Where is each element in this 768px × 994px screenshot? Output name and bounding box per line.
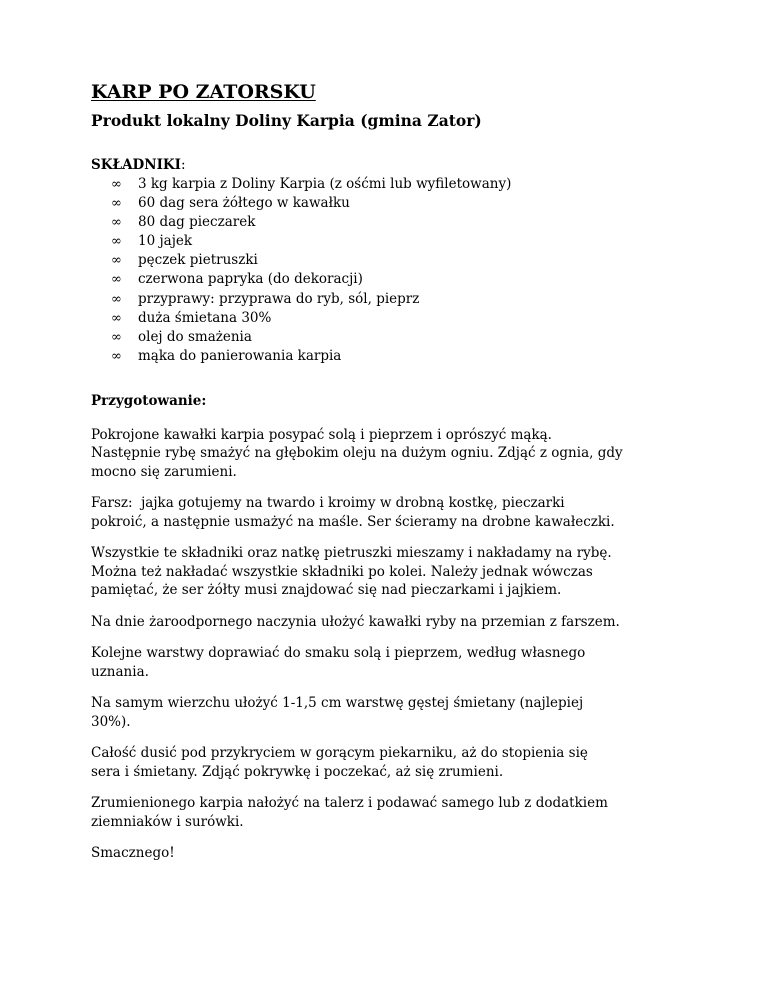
recipe-subtitle: Produkt lokalny Doliny Karpia (gmina Zator) — [91, 111, 482, 130]
paragraph-line: 30%). — [91, 713, 131, 730]
ingredient-text: 80 dag pieczarek — [138, 214, 256, 231]
infinity-bullet-icon: ∞ — [111, 196, 122, 212]
ingredient-text: pęczek pietruszki — [138, 252, 258, 269]
ingredients-heading — [91, 156, 691, 175]
infinity-bullet-icon: ∞ — [111, 253, 122, 269]
ingredient-item — [91, 309, 691, 328]
paragraph-line: pamiętać, że ser żółty musi znajdować się nad pieczarkami i jajkiem. — [91, 582, 562, 599]
paragraph-line: Zrumienionego karpia nałożyć na talerz i podawać samego lub z dodatkiem — [91, 795, 608, 812]
ingredient-item — [91, 213, 691, 232]
paragraph-line: Można też nakładać wszystkie składniki po kolei. Należy jednak wówczas — [91, 563, 593, 580]
ingredient-item — [91, 328, 691, 347]
paragraph-line: ziemniaków i surówki. — [91, 813, 244, 830]
preparation-paragraph — [91, 744, 691, 781]
recipe-title: KARP PO ZATORSKU — [91, 81, 316, 103]
ingredient-item — [91, 232, 691, 251]
ingredient-item — [91, 194, 691, 213]
preparation-paragraph — [91, 494, 691, 531]
ingredient-text: 3 kg karpia z Doliny Karpia (z ośćmi lub wyfiletowany) — [138, 176, 512, 192]
ingredients-heading-colon: : — [180, 157, 186, 173]
paragraph-line: Na samym wierzchu ułożyć 1-1,5 cm warstwę gęstej śmietany (najlepiej — [91, 695, 584, 712]
ingredient-text: 10 jajek — [138, 233, 193, 250]
ingredient-text: 60 dag sera żółtego w kawałku — [138, 195, 350, 212]
recipe-document — [91, 80, 691, 863]
paragraph-line: uznania. — [91, 663, 149, 680]
preparation-paragraph — [91, 644, 691, 681]
ingredient-text: przyprawy: przyprawa do ryb, sól, pieprz — [138, 290, 420, 307]
preparation-paragraph — [91, 613, 691, 632]
preparation-heading: Przygotowanie: — [91, 392, 207, 409]
paragraph-line: Następnie rybę smażyć na głębokim oleju na dużym ogniu. Zdjąć z ognia, gdy — [91, 445, 623, 462]
ingredient-item — [91, 175, 691, 194]
paragraph-line: mocno się zarumieni. — [91, 463, 237, 480]
paragraph-line: Farsz: jajka gotujemy na twardo i kroimy w drobną kostkę, pieczarki — [91, 495, 565, 512]
paragraph-line: pokroić, a następnie usmażyć na maśle. Ser ścieramy na drobne kawałeczki. — [91, 513, 615, 530]
infinity-bullet-icon: ∞ — [111, 234, 122, 250]
ingredient-text: duża śmietana 30% — [138, 309, 272, 326]
ingredients-list — [91, 175, 691, 366]
infinity-bullet-icon: ∞ — [111, 310, 122, 326]
ingredients-heading-text: SKŁADNIKI — [91, 157, 181, 173]
preparation-paragraph — [91, 694, 691, 731]
ingredient-item — [91, 347, 691, 366]
paragraph-line: Kolejne warstwy doprawiać do smaku solą i pieprzem, według własnego — [91, 645, 586, 662]
ingredient-item — [91, 270, 691, 289]
preparation-paragraph — [91, 544, 691, 600]
infinity-bullet-icon: ∞ — [111, 348, 122, 364]
ingredient-text: mąka do panierowania karpia — [138, 347, 342, 364]
paragraph-line: Na dnie żaroodpornego naczynia ułożyć kawałki ryby na przemian z farszem. — [91, 613, 620, 630]
infinity-bullet-icon: ∞ — [111, 291, 122, 307]
ingredient-item — [91, 290, 691, 309]
infinity-bullet-icon: ∞ — [111, 329, 122, 345]
ingredient-text: olej do smażenia — [138, 328, 252, 345]
paragraph-line: Pokrojone kawałki karpia posypać solą i pieprzem i oprószyć mąką. — [91, 426, 552, 443]
infinity-bullet-icon: ∞ — [111, 272, 122, 288]
ingredient-text: czerwona papryka (do dekoracji) — [138, 271, 363, 288]
preparation-paragraph — [91, 426, 691, 482]
infinity-bullet-icon: ∞ — [111, 215, 122, 231]
paragraph-line: sera i śmietany. Zdjąć pokrywkę i poczekać, aż się zrumieni. — [91, 763, 504, 780]
preparation-paragraph — [91, 794, 691, 831]
infinity-bullet-icon: ∞ — [111, 177, 122, 192]
paragraph-line: Całość dusić pod przykryciem w gorącym piekarniku, aż do stopienia się — [91, 745, 588, 762]
closing-text: Smacznego! — [91, 845, 175, 862]
ingredient-item — [91, 251, 691, 270]
paragraph-line: Wszystkie te składniki oraz natkę pietruszki mieszamy i nakładamy na rybę. — [91, 545, 612, 562]
